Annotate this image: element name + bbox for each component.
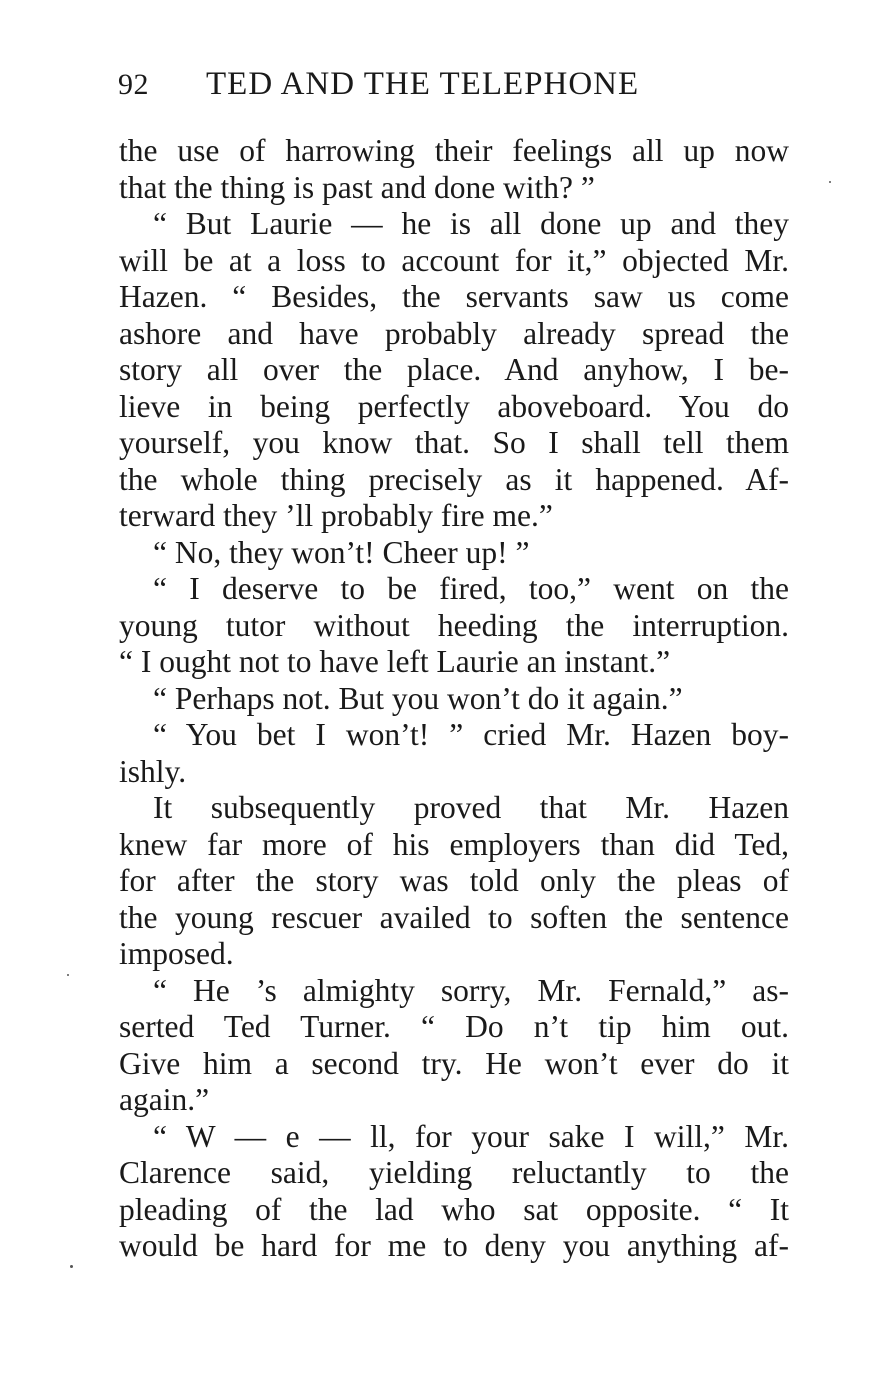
text-line: “ I ought not to have left Laurie an instant.” (119, 644, 671, 679)
text-line: Hazen. “ Besides, the servants saw us come (119, 279, 789, 314)
text-line: story all over the place. And anyhow, I be- (119, 352, 789, 387)
running-head (118, 66, 798, 110)
text-line: that the thing is past and done with? ” (119, 169, 595, 205)
text-line: It subsequently proved that Mr. Hazen (153, 790, 789, 825)
text-line: Give him a second try. He won’t ever do it (119, 1045, 789, 1081)
text-line: “ He ’s almighty sorry, Mr. Fernald,” as- (153, 972, 789, 1008)
text-line: pleading of the lad who sat opposite. “ It (119, 1191, 789, 1227)
text-line: the young rescuer availed to soften the sentence (119, 899, 789, 935)
scan-speck (829, 181, 831, 183)
chapter-title: TED AND THE TELEPHONE (206, 66, 640, 102)
text-line: lieve in being perfectly aboveboard. You do (119, 388, 789, 424)
text-line: “ Perhaps not. But you won’t do it again.” (153, 680, 683, 716)
text-line: knew far more of his employers than did Ted, (119, 826, 789, 862)
text-line: yourself, you know that. So I shall tell them (119, 425, 789, 460)
scan-speck (70, 1265, 73, 1268)
text-line: again.” (119, 1082, 210, 1117)
page-number: 92 (118, 68, 149, 101)
text-line: “ No, they won’t! Cheer up! ” (153, 534, 530, 570)
scan-speck (67, 974, 69, 976)
text-line: will be at a loss to account for it,” objected Mr. (119, 242, 789, 278)
text-line: for after the story was told only the pleas of (119, 863, 789, 898)
text-line: ashore and have probably already spread the (119, 315, 789, 351)
text-line: terward they ’ll probably fire me.” (119, 498, 553, 533)
text-line: serted Ted Turner. “ Do n’t tip him out. (119, 1009, 789, 1044)
body-text (119, 133, 789, 1265)
text-line: would be hard for me to deny you anything af- (119, 1228, 789, 1263)
text-line: the whole thing precisely as it happened. Af- (119, 461, 789, 497)
text-line: “ W — e — ll, for your sake I will,” Mr. (153, 1118, 789, 1154)
text-line: imposed. (119, 936, 234, 971)
text-line: “ But Laurie — he is all done up and they (153, 206, 789, 241)
text-line: Clarence said, yielding reluctantly to the (119, 1155, 789, 1190)
text-line: ishly. (119, 753, 187, 789)
text-line: “ I deserve to be fired, too,” went on the (153, 571, 789, 606)
text-line: “ You bet I won’t! ” cried Mr. Hazen boy- (153, 717, 789, 752)
text-line: young tutor without heeding the interruption. (119, 607, 789, 643)
text-line: the use of harrowing their feelings all up now (119, 133, 789, 168)
